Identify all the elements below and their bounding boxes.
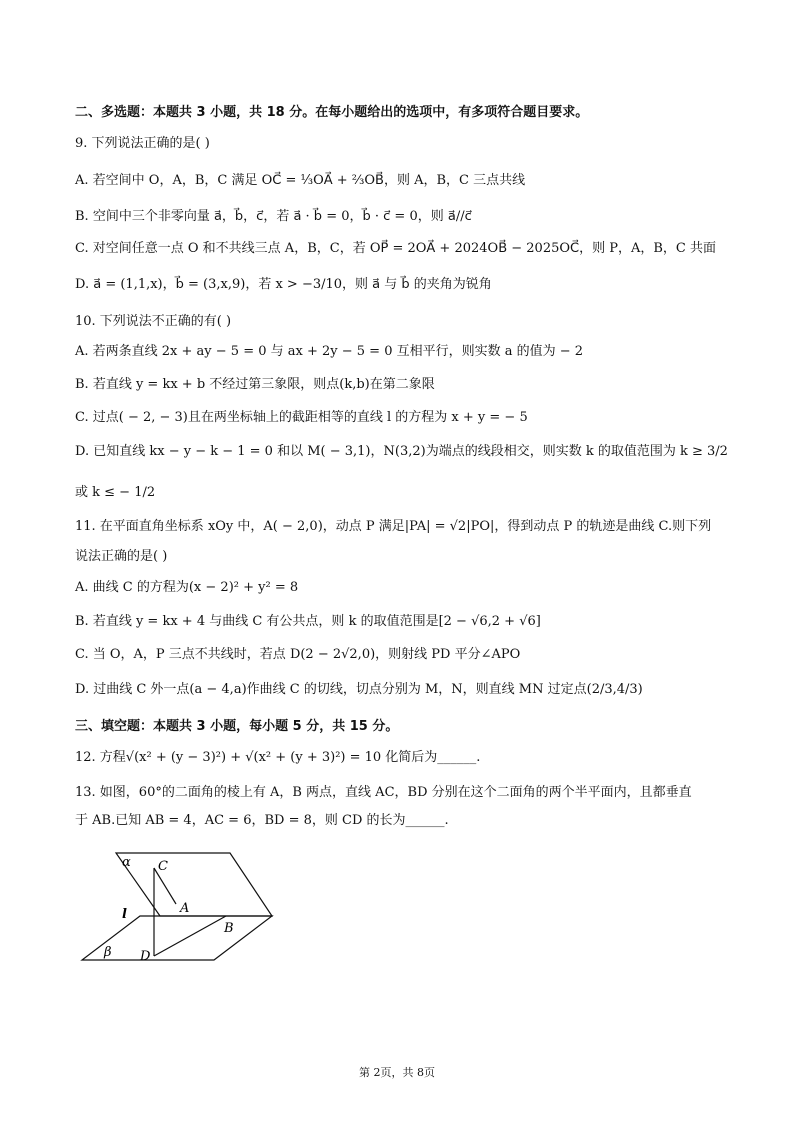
page-footer: 第 2页，共 8页 bbox=[359, 1066, 435, 1079]
plane-alpha bbox=[116, 853, 272, 916]
q11-option-a: A. 曲线 C 的方程为(x − 2)² + y² = 8 bbox=[75, 580, 299, 595]
q9-stem: 9. 下列说法正确的是( ) bbox=[75, 136, 210, 151]
label-alpha: α bbox=[122, 855, 131, 870]
dihedral-angle-figure bbox=[78, 848, 278, 968]
q12-stem: 12. 方程√(x² + (y − 3)²) + √(x² + (y + 3)²) = 10 化简后为______. bbox=[75, 750, 481, 765]
q9-option-a: A. 若空间中 O，A，B，C 满足 OC⃗ = ⅓OA⃗ + ⅔OB⃗，则 A，B，C 三点共线 bbox=[75, 173, 526, 188]
q13-stem-line2: 于 AB.已知 AB = 4，AC = 6，BD = 8，则 CD 的长为______. bbox=[75, 813, 449, 828]
q9-option-c: C. 对空间任意一点 O 和不共线三点 A，B，C，若 OP⃗ = 2OA⃗ + 2024OB⃗ − 2025OC⃗，则 P，A，B，C 共面 bbox=[75, 241, 716, 256]
segment-db bbox=[154, 916, 226, 956]
q11-option-d: D. 过曲线 C 外一点(a − 4,a)作曲线 C 的切线，切点分别为 M，N，则直线 MN 过定点(2/3,4/3) bbox=[75, 682, 643, 697]
label-l: l bbox=[122, 907, 127, 922]
label-b: B bbox=[224, 921, 234, 936]
label-d: D bbox=[140, 949, 151, 964]
q13-stem-line1: 13. 如图，60°的二面角的棱上有 A，B 两点，直线 AC，BD 分别在这个二面角的两个半平面内，且都垂直 bbox=[75, 785, 692, 800]
label-beta: β bbox=[104, 945, 112, 960]
q11-option-b: B. 若直线 y = kx + 4 与曲线 C 有公共点，则 k 的取值范围是[2 − √6,2 + √6] bbox=[75, 614, 541, 629]
q11-stem-line1: 11. 在平面直角坐标系 xOy 中，A( − 2,0)，动点 P 满足|PA| = √2|PO|，得到动点 P 的轨迹是曲线 C.则下列 bbox=[75, 519, 712, 534]
q10-option-c: C. 过点( − 2, − 3)且在两坐标轴上的截距相等的直线 l 的方程为 x + y = − 5 bbox=[75, 410, 528, 425]
label-c: C bbox=[158, 859, 168, 874]
q9-option-b: B. 空间中三个非零向量 a⃗，b⃗，c⃗，若 a⃗ · b⃗ = 0，b⃗ · c⃗ = 0，则 a⃗//c⃗ bbox=[75, 209, 472, 224]
q10-option-d-line1: D. 已知直线 kx − y − k − 1 = 0 和以 M( − 3,1)，N(3,2)为端点的线段相交，则实数 k 的取值范围为 k ≥ 3/2 bbox=[75, 444, 728, 459]
q11-option-c: C. 当 O，A，P 三点不共线时，若点 D(2 − 2√2,0)，则射线 PD 平分∠APO bbox=[75, 647, 521, 662]
section3-heading: 三、填空题：本题共 3 小题，每小题 5 分，共 15 分。 bbox=[75, 719, 399, 734]
q9-option-d: D. a⃗ = (1,1,x)，b⃗ = (3,x,9)，若 x > −3/10，则 a⃗ 与 b⃗ 的夹角为锐角 bbox=[75, 277, 492, 292]
label-a: A bbox=[180, 901, 190, 916]
q10-option-a: A. 若两条直线 2x + ay − 5 = 0 与 ax + 2y − 5 = 0 互相平行，则实数 a 的值为 − 2 bbox=[75, 344, 584, 359]
q10-option-d-line2: 或 k ≤ − 1/2 bbox=[75, 485, 156, 500]
section2-heading: 二、多选题：本题共 3 小题，共 18 分。在每小题给出的选项中，有多项符合题目要求。 bbox=[75, 105, 589, 120]
q10-stem: 10. 下列说法不正确的有( ) bbox=[75, 314, 232, 329]
q11-stem-line2: 说法正确的是( ) bbox=[75, 549, 168, 564]
q10-option-b: B. 若直线 y = kx + b 不经过第三象限，则点(k,b)在第二象限 bbox=[75, 377, 435, 392]
